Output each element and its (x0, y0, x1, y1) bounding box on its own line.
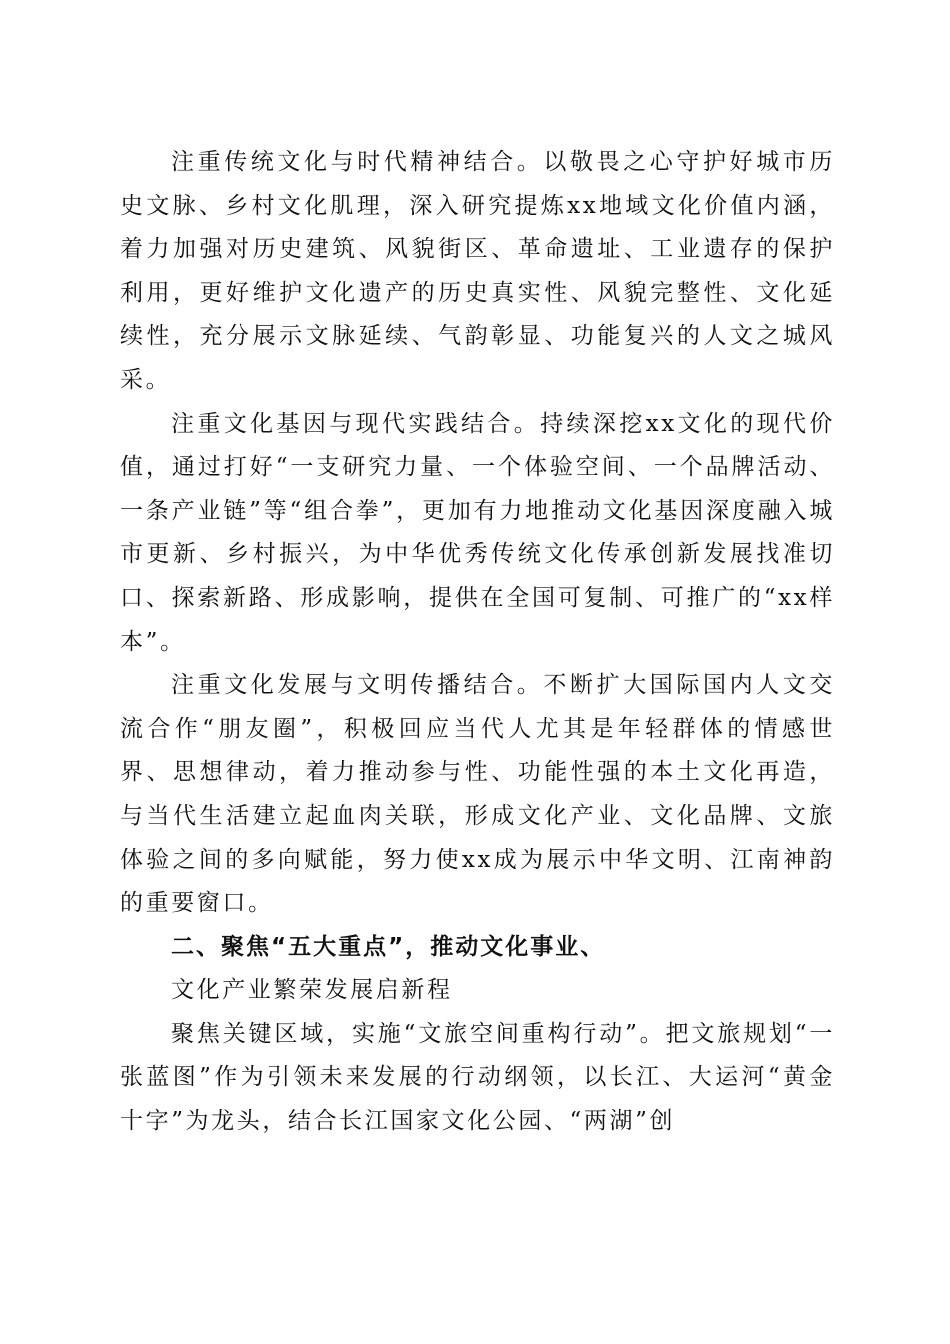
paragraph-cultural-genes: 注重文化基因与现代实践结合。持续深挖xx文化的现代价值，通过打好“一支研究力量、一个体验空间、一个品牌活动、一条产业链”等“组合拳”，更加有力地推动文化基因深度融入城市更新、乡村振兴，为中华优秀传统文化传承创新发展找准切口、探索新路、形成影响，提供在全国可复制、可推广的“xx样本”。 (120, 410, 835, 655)
paragraph-key-areas: 聚焦关键区域，实施“文旅空间重构行动”。把文旅规划“一张蓝图”作为引领未来发展的行动纲领，以长江、大运河“黄金十字”为龙头，结合长江国家文化公园、“两湖”创 (120, 1020, 835, 1135)
paragraph-cultural-development: 注重文化发展与文明传播结合。不断扩大国际国内人文交流合作“朋友圈”，积极回应当代人尤其是年轻群体的情感世界、思想律动，着力推动参与性、功能性强的本土文化再造，与当代生活建立起血肉关联，形成文化产业、文化品牌、文旅体验之间的多向赋能，努力使xx成为展示中华文明、江南神韵的重要窗口。 (120, 672, 835, 917)
paragraph-traditional-culture: 注重传统文化与时代精神结合。以敬畏之心守护好城市历史文脉、乡村文化肌理，深入研究提炼xx地域文化价值内涵，着力加强对历史建筑、风貌街区、革命遗址、工业遗存的保护利用，更好维护文化遗产的历史真实性、风貌完整性、文化延续性，充分展示文脉延续、气韵彰显、功能复兴的人文之城风采。 (120, 149, 835, 393)
document-body (120, 141, 835, 1144)
section-heading: 二、聚焦“五大重点”，推动文化事业、 (171, 933, 606, 960)
section-subheading: 文化产业繁荣发展启新程 (171, 977, 453, 1004)
